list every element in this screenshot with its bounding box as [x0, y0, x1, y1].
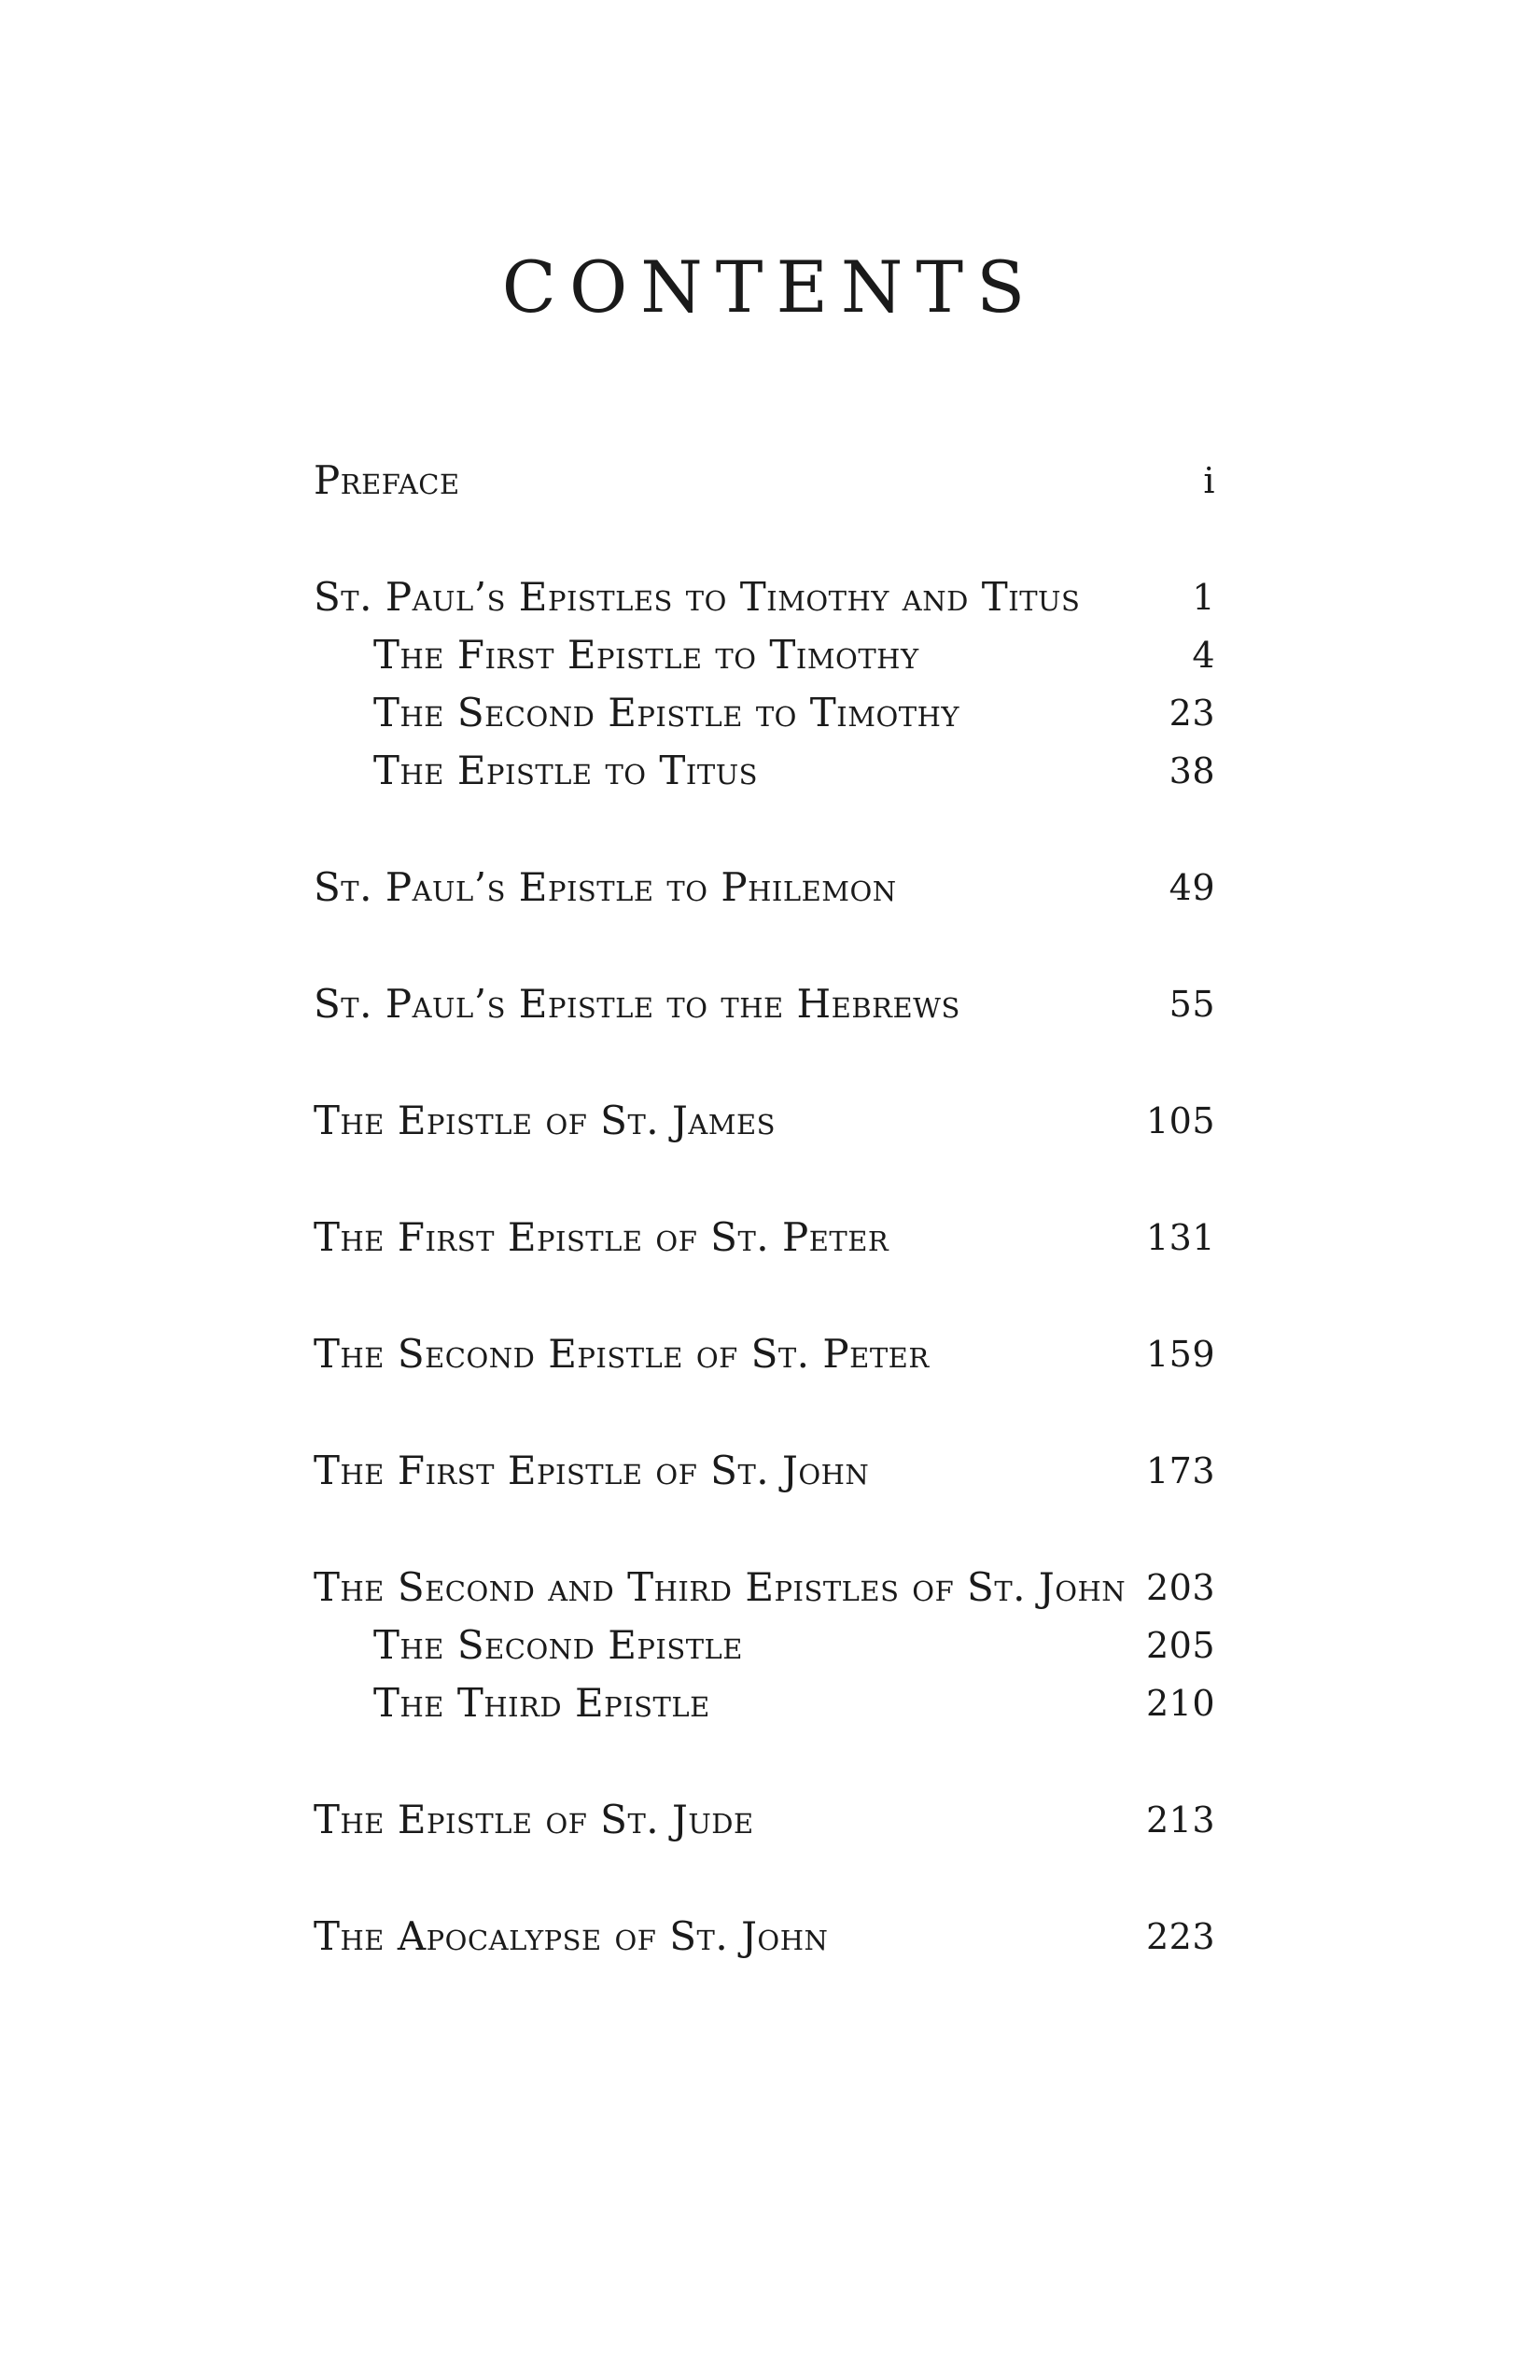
toc-page-number: 55	[1169, 984, 1215, 1025]
toc-entry-timothy-titus[interactable]	[314, 574, 1215, 621]
toc-page-number: 23	[1169, 693, 1215, 734]
toc-page-number: 1	[1192, 577, 1215, 618]
toc-entry-james[interactable]	[314, 1098, 1215, 1144]
toc-entry-title: The Second Epistle of St. Peter	[314, 1331, 930, 1377]
toc-entry-title: The Epistle of St. James	[314, 1098, 777, 1143]
toc-entry-title: The Epistle to Titus	[373, 748, 759, 793]
toc-entry-hebrews[interactable]	[314, 981, 1215, 1028]
toc-page-number: 205	[1145, 1625, 1215, 1666]
toc-subentry-titus[interactable]	[314, 748, 1215, 794]
toc-entry-second-peter[interactable]	[314, 1331, 1215, 1378]
toc-page-number: 173	[1145, 1450, 1215, 1491]
toc-entry-title: The Third Epistle	[373, 1680, 710, 1726]
toc-entry-title: St. Paul’s Epistle to the Hebrews	[314, 981, 960, 1027]
toc-page-number: 38	[1169, 750, 1215, 791]
toc-page-number: 49	[1169, 867, 1215, 908]
toc-entry-jude[interactable]	[314, 1797, 1215, 1843]
toc-subentry-second-epistle[interactable]	[314, 1622, 1215, 1669]
toc-subentry-second-timothy[interactable]	[314, 690, 1215, 736]
toc-entry-second-third-john[interactable]	[314, 1564, 1215, 1611]
toc-entry-title: The Epistle of St. Jude	[314, 1797, 754, 1842]
toc-entry-philemon[interactable]	[314, 864, 1215, 911]
toc-page-number: 210	[1145, 1683, 1215, 1724]
toc-entry-title: The First Epistle of St. Peter	[314, 1214, 889, 1260]
toc-entry-preface[interactable]	[314, 457, 1215, 504]
toc-entry-title: St. Paul’s Epistles to Timothy and Titus	[314, 574, 1081, 620]
toc-page-number: 203	[1145, 1567, 1215, 1608]
toc-entry-title: The Apocalypse of St. John	[314, 1913, 829, 1959]
toc-entry-first-john[interactable]	[314, 1448, 1215, 1494]
toc-subentry-third-epistle[interactable]	[314, 1680, 1215, 1727]
toc-entry-title: The Second Epistle	[373, 1622, 743, 1668]
toc-entry-title: The First Epistle to Timothy	[373, 632, 919, 678]
toc-page-number: 105	[1145, 1100, 1215, 1141]
toc-entry-title: Preface	[314, 457, 460, 503]
toc-page-number: 223	[1145, 1916, 1215, 1957]
toc-entry-title: St. Paul’s Epistle to Philemon	[314, 864, 897, 910]
toc-entry-first-peter[interactable]	[314, 1214, 1215, 1261]
toc-page-number: i	[1203, 460, 1215, 501]
toc-page-number: 131	[1145, 1217, 1215, 1258]
toc-page-number: 4	[1192, 635, 1215, 676]
toc-subentry-first-timothy[interactable]	[314, 632, 1215, 679]
toc-entry-title: The Second and Third Epistles of St. John	[314, 1564, 1127, 1610]
page-title: CONTENTS	[501, 245, 1039, 329]
toc-page-number: 159	[1145, 1334, 1215, 1375]
toc-entry-apocalypse[interactable]	[314, 1913, 1215, 1960]
toc-entry-title: The Second Epistle to Timothy	[373, 690, 960, 735]
toc-page-number: 213	[1145, 1799, 1215, 1841]
toc-entry-title: The First Epistle of St. John	[314, 1448, 870, 1493]
